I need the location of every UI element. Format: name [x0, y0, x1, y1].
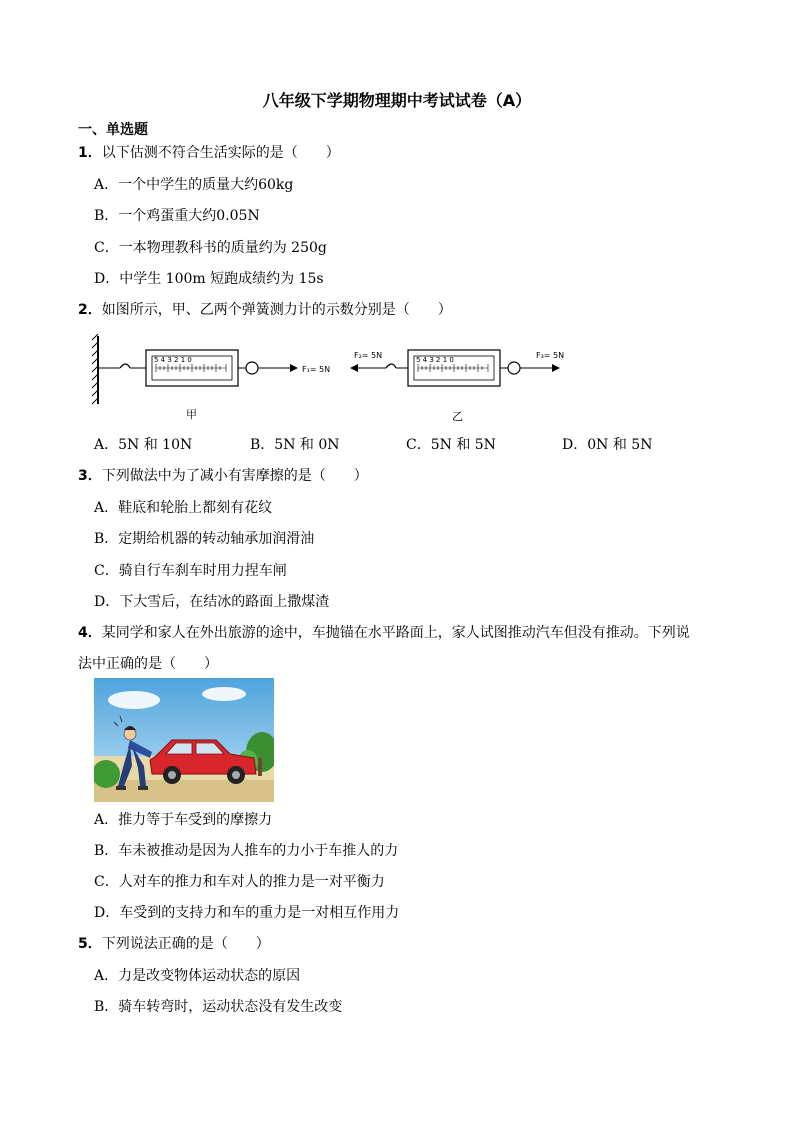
q1-option-b: B．一个鸡蛋重大约0.05N	[94, 208, 260, 224]
q4-option-a: A．推力等于车受到的摩擦力	[94, 812, 273, 828]
question-1	[78, 143, 718, 163]
question-4	[78, 623, 728, 643]
force-label-f2: F₂= 5N	[354, 351, 383, 360]
figure-label-yi: 乙	[452, 410, 463, 423]
q3-option-b: B．定期给机器的转动轴承加润滑油	[94, 531, 315, 547]
q5-option-b: B．骑车转弯时，运动状态没有发生改变	[94, 999, 343, 1015]
question-number: 4．	[78, 625, 102, 641]
question-3	[78, 466, 718, 486]
question-5	[78, 934, 718, 954]
question-text-line1: 某同学和家人在外出旅游的途中，车抛锚在水平路面上，家人试图推动汽车但没有推动。下列说	[101, 625, 690, 641]
q2-option-d: D．0N 和 5N	[562, 437, 653, 453]
q3-option-c: C．骑自行车刹车时用力捏车闸	[94, 563, 287, 579]
q3-option-d: D．下大雪后，在结冰的路面上撒煤渣	[94, 594, 330, 610]
spring-scale-yi	[350, 350, 564, 386]
q2-options-row	[94, 435, 714, 455]
wall-icon	[92, 334, 98, 404]
figure-label-jia: 甲	[186, 408, 197, 421]
q5-option-a: A．力是改变物体运动状态的原因	[94, 968, 301, 984]
spring-scale-jia	[120, 350, 298, 386]
question-number: 3．	[78, 468, 102, 484]
question-number: 1．	[78, 145, 102, 161]
spring-scale-figure	[90, 332, 590, 432]
car-push-illustration	[94, 678, 274, 802]
question-text: 下列做法中为了减小有害摩擦的是（ ）	[101, 468, 368, 484]
section-heading: 一、单选题	[78, 122, 148, 138]
scale-marks: 5 4 3 2 1 0	[154, 356, 192, 364]
question-text: 如图所示，甲、乙两个弹簧测力计的示数分别是（ ）	[101, 302, 452, 318]
q4-option-d: D．车受到的支持力和车的重力是一对相互作用力	[94, 905, 400, 921]
question-4-line2: 法中正确的是（ ）	[78, 656, 218, 672]
q2-option-a: A．5N 和 10N	[94, 437, 193, 453]
page-title: 八年级下学期物理期中考试试卷（A）	[262, 91, 532, 110]
force-label-f3: F₃= 5N	[536, 351, 565, 360]
question-text: 下列说法正确的是（ ）	[101, 936, 270, 952]
q1-option-d: D．中学生 100m 短跑成绩约为 15s	[94, 271, 324, 287]
q4-option-c: C．人对车的推力和车对人的推力是一对平衡力	[94, 874, 385, 890]
question-2	[78, 300, 718, 320]
q2-option-b: B．5N 和 0N	[250, 437, 340, 453]
q1-option-a: A．一个中学生的质量大约60kg	[94, 177, 294, 193]
force-label-f1: F₁= 5N	[302, 365, 331, 374]
q3-option-a: A．鞋底和轮胎上都刻有花纹	[94, 500, 273, 516]
q2-option-c: C．5N 和 5N	[406, 437, 496, 453]
scale-marks: 5 4 3 2 1 0	[416, 356, 454, 364]
question-text: 以下估测不符合生活实际的是（ ）	[101, 145, 340, 161]
q4-option-b: B．车未被推动是因为人推车的力小于车推人的力	[94, 843, 399, 859]
question-number: 2．	[78, 302, 102, 318]
question-number: 5．	[78, 936, 102, 952]
q1-option-c: C．一本物理教科书的质量约为 250g	[94, 240, 327, 256]
